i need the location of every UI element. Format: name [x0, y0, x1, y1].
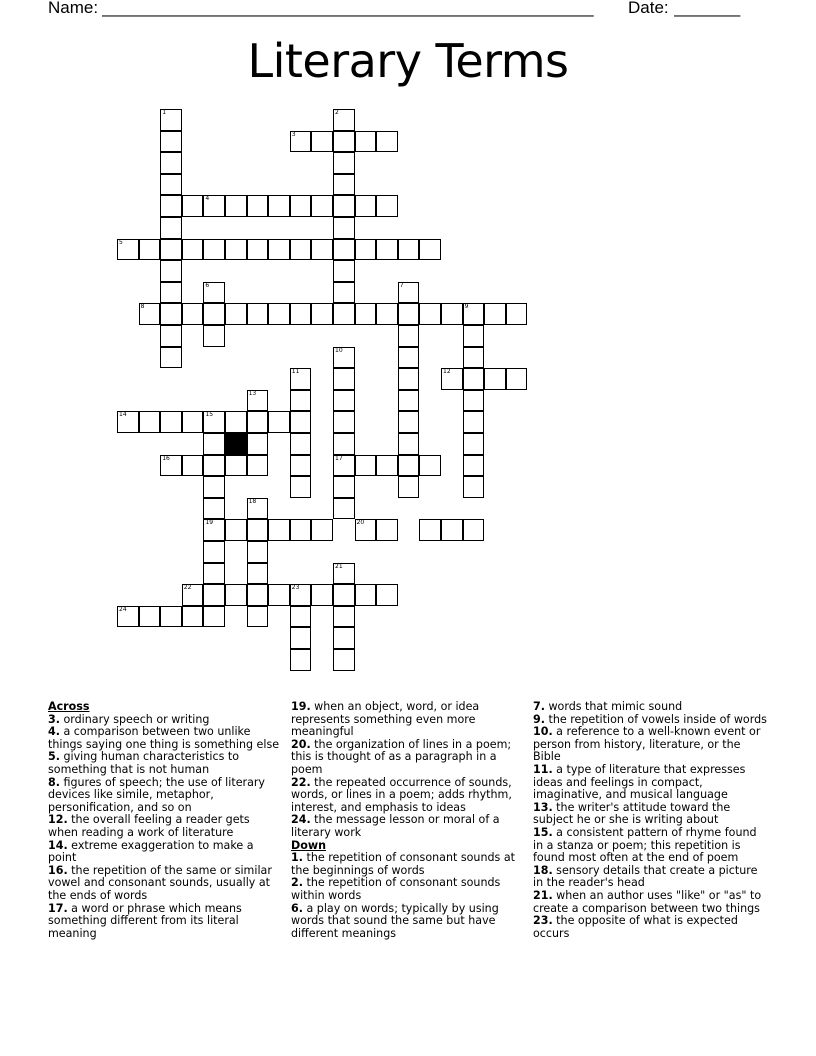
grid-cell[interactable]	[203, 541, 225, 563]
clue-item-number: 23.	[533, 914, 553, 928]
clue-number: 19	[205, 519, 214, 527]
grid-cell[interactable]	[225, 584, 247, 606]
clues-column-2	[291, 701, 526, 940]
clue-item	[48, 865, 283, 903]
clue-item-text: a play on words; typically by using words that sound the same but have different meanings	[291, 901, 499, 940]
clue-item-text: the repetition of the same or similar vowel and consonant sounds, usually at the ends of words	[48, 863, 272, 902]
clue-item-text: when an object, word, or idea represents something even more meaningful	[291, 700, 480, 739]
grid-cell[interactable]	[247, 541, 269, 563]
grid-cell[interactable]	[247, 411, 269, 433]
grid-cell[interactable]	[398, 239, 420, 261]
grid-cell[interactable]	[290, 584, 312, 606]
clue-number: 23	[291, 584, 300, 592]
clue-item	[48, 903, 283, 941]
across-clue-list-continued	[291, 701, 526, 840]
clue-item	[533, 865, 768, 890]
clue-number: 17	[335, 454, 343, 462]
grid-cell[interactable]	[182, 195, 204, 217]
grid-cell[interactable]	[290, 195, 312, 217]
grid-cell[interactable]	[398, 347, 420, 369]
clue-item-number: 3.	[48, 712, 60, 726]
clue-item	[48, 751, 283, 776]
grid-cell[interactable]	[333, 303, 355, 325]
grid-cell[interactable]	[139, 239, 161, 261]
grid-cell[interactable]	[268, 195, 290, 217]
grid-cell[interactable]	[398, 476, 420, 498]
grid-cell[interactable]	[376, 131, 398, 153]
grid-cell[interactable]	[247, 519, 269, 541]
across-clue-list	[48, 714, 283, 941]
clues-column-1	[48, 701, 283, 940]
grid-cell[interactable]	[419, 303, 441, 325]
grid-cell[interactable]	[376, 519, 398, 541]
grid-cell[interactable]	[290, 519, 312, 541]
grid-cell[interactable]	[182, 411, 204, 433]
grid-cell[interactable]	[160, 109, 182, 131]
grid-cell[interactable]	[290, 433, 312, 455]
grid-cell[interactable]	[463, 411, 485, 433]
clue-item-text: the repeated occurrence of sounds, words, or lines in a poem; adds rhythm, interest, and emphasis to ideas	[291, 775, 512, 814]
grid-cell[interactable]	[398, 411, 420, 433]
clue-item	[533, 802, 768, 827]
grid-cell[interactable]	[203, 239, 225, 261]
clue-item	[291, 701, 526, 739]
grid-cell[interactable]	[463, 476, 485, 498]
grid-cell[interactable]	[333, 606, 355, 628]
clue-number: 15	[205, 411, 214, 419]
grid-cell[interactable]	[419, 455, 441, 477]
grid-cell[interactable]	[247, 390, 269, 412]
clue-item-text: the repetition of vowels inside of words	[544, 712, 767, 726]
clue-number: 24	[119, 605, 127, 613]
grid-cell[interactable]	[247, 498, 269, 520]
grid-cell[interactable]	[333, 174, 355, 196]
clue-item	[291, 903, 526, 941]
grid-cell[interactable]	[247, 195, 269, 217]
grid-cell[interactable]	[225, 195, 247, 217]
clue-number: 10	[335, 346, 343, 354]
grid-cell[interactable]	[311, 239, 333, 261]
grid-cell[interactable]	[463, 455, 485, 477]
grid-cell[interactable]	[182, 606, 204, 628]
clue-number: 6	[205, 281, 210, 289]
grid-cell[interactable]	[160, 455, 182, 477]
grid-cell[interactable]	[290, 239, 312, 261]
grid-cell[interactable]	[290, 390, 312, 412]
across-heading: Across	[48, 700, 90, 713]
grid-cell[interactable]	[160, 303, 182, 325]
clue-item-number: 5.	[48, 750, 60, 764]
clue-number: 4	[205, 195, 210, 203]
clue-number: 11	[291, 368, 300, 376]
clue-item-number: 6.	[291, 901, 303, 915]
grid-cell[interactable]	[333, 217, 355, 239]
grid-cell[interactable]	[311, 303, 333, 325]
clue-item-number: 17.	[48, 901, 68, 915]
grid-cell[interactable]	[463, 325, 485, 347]
grid-cell[interactable]	[225, 455, 247, 477]
clue-item-text: a type of literature that expresses ideas and feelings in compact, imaginative, and musical language	[533, 762, 746, 802]
clue-item-number: 20.	[291, 737, 311, 751]
grid-cell[interactable]	[268, 303, 290, 325]
grid-cell[interactable]	[203, 195, 225, 217]
clue-number: 20	[356, 519, 365, 527]
grid-cell[interactable]	[355, 131, 377, 153]
grid-cell[interactable]	[333, 131, 355, 153]
page-title: Literary Terms	[247, 34, 569, 88]
grid-cell[interactable]	[398, 325, 420, 347]
grid-cell[interactable]	[203, 433, 225, 455]
grid-cell[interactable]	[160, 282, 182, 304]
grid-cell[interactable]	[160, 217, 182, 239]
grid-cell[interactable]	[333, 109, 355, 131]
grid-cell[interactable]	[225, 303, 247, 325]
grid-cell[interactable]	[398, 433, 420, 455]
grid-cell[interactable]	[506, 368, 528, 390]
clue-item-text: a reference to a well-known event or person from history, literature, or the Bible	[533, 725, 761, 764]
grid-cell[interactable]	[333, 649, 355, 671]
clue-item-text: a comparison between two unlike things saying one thing is something else	[48, 725, 280, 751]
down-heading: Down	[291, 838, 326, 852]
grid-cell[interactable]	[290, 455, 312, 477]
clue-item	[48, 840, 283, 865]
grid-cell[interactable]	[398, 455, 420, 477]
grid-cell[interactable]	[160, 325, 182, 347]
grid-cell[interactable]	[311, 519, 333, 541]
grid-cell[interactable]	[247, 563, 269, 585]
clue-item	[533, 764, 768, 802]
clue-number: 3	[291, 130, 296, 138]
grid-cell[interactable]	[160, 606, 182, 628]
clue-item-number: 15.	[533, 825, 553, 839]
grid-cell[interactable]	[182, 303, 204, 325]
clue-item	[291, 814, 526, 839]
grid-cell[interactable]	[398, 390, 420, 412]
grid-cell[interactable]	[247, 584, 269, 606]
clue-number: 8	[140, 303, 145, 311]
grid-cell[interactable]	[160, 411, 182, 433]
grid-cell[interactable]	[268, 239, 290, 261]
grid-cell[interactable]	[333, 195, 355, 217]
grid-cell[interactable]	[398, 368, 420, 390]
clue-item	[533, 827, 768, 865]
grid-cell[interactable]	[333, 563, 355, 585]
grid-cell[interactable]	[376, 303, 398, 325]
clue-item-number: 1.	[291, 851, 303, 865]
clue-number: 5	[119, 238, 123, 246]
grid-cell[interactable]	[290, 476, 312, 498]
grid-cell[interactable]	[247, 455, 269, 477]
grid-cell[interactable]	[247, 303, 269, 325]
grid-cell[interactable]	[441, 519, 463, 541]
clue-item	[291, 852, 526, 877]
grid-cell[interactable]	[333, 152, 355, 174]
grid-cell[interactable]	[160, 347, 182, 369]
grid-cell[interactable]	[311, 131, 333, 153]
grid-cell[interactable]	[355, 519, 377, 541]
date-line[interactable]: _______	[674, 0, 741, 17]
grid-cell[interactable]	[290, 368, 312, 390]
clue-item-text: words that mimic sound	[544, 700, 683, 713]
grid-cell[interactable]	[463, 368, 485, 390]
grid-cell[interactable]	[463, 390, 485, 412]
clue-item-text: the message lesson or moral of a literary work	[291, 813, 500, 839]
grid-cell[interactable]	[160, 152, 182, 174]
clue-item-number: 11.	[533, 762, 553, 776]
grid-cell[interactable]	[160, 174, 182, 196]
clue-item-text: the writer's attitude toward the subject he or she is writing about	[533, 800, 731, 827]
grid-cell[interactable]	[311, 195, 333, 217]
grid-cell[interactable]	[203, 455, 225, 477]
grid-cell[interactable]	[333, 498, 355, 520]
clue-number: 18	[248, 497, 257, 505]
clue-item-number: 13.	[533, 800, 553, 814]
grid-cell[interactable]	[117, 606, 139, 628]
grid-cell[interactable]	[117, 411, 139, 433]
grid-cell[interactable]	[484, 368, 506, 390]
clue-item-number: 16.	[48, 863, 68, 877]
grid-cell[interactable]	[463, 433, 485, 455]
grid-cell[interactable]	[203, 411, 225, 433]
clue-item-text: extreme exaggeration to make a point	[48, 838, 254, 865]
grid-cell[interactable]	[333, 584, 355, 606]
grid-cell[interactable]	[268, 584, 290, 606]
clue-item-text: the opposite of what is expected occurs	[533, 914, 738, 940]
clue-item-text: the repetition of consonant sounds at the beginnings of words	[291, 851, 515, 877]
grid-cell[interactable]	[203, 282, 225, 304]
clue-item	[48, 777, 283, 815]
clue-number: 13	[248, 389, 257, 397]
clue-number: 14	[119, 411, 127, 419]
grid-cell[interactable]	[290, 303, 312, 325]
grid-cell[interactable]	[333, 390, 355, 412]
grid-cell[interactable]	[290, 649, 312, 671]
grid-cell[interactable]	[203, 584, 225, 606]
grid-cell[interactable]	[419, 519, 441, 541]
grid-cell[interactable]	[182, 455, 204, 477]
grid-cell[interactable]	[333, 368, 355, 390]
grid-cell[interactable]	[333, 455, 355, 477]
clue-item-number: 2.	[291, 876, 303, 890]
grid-cell[interactable]	[419, 239, 441, 261]
grid-cell[interactable]	[506, 303, 528, 325]
clue-item-number: 9.	[533, 712, 545, 726]
grid-cell[interactable]	[333, 476, 355, 498]
clue-item-text: the repetition of consonant sounds within words	[291, 876, 501, 902]
down-clue-list-continued	[533, 701, 768, 940]
grid-cell[interactable]	[355, 195, 377, 217]
grid-cell[interactable]	[160, 260, 182, 282]
grid-cell[interactable]	[160, 239, 182, 261]
grid-cell[interactable]	[355, 239, 377, 261]
clue-item-text: the organization of lines in a poem; this is thought of as a paragraph in a poem	[291, 737, 512, 776]
clue-number: 22	[183, 584, 192, 592]
clue-item	[291, 877, 526, 902]
grid-cell[interactable]	[398, 303, 420, 325]
clue-item-number: 22.	[291, 775, 311, 789]
grid-cell[interactable]	[203, 476, 225, 498]
date-label: Date:	[628, 0, 669, 17]
grid-cell[interactable]	[376, 195, 398, 217]
grid-cell[interactable]	[268, 519, 290, 541]
grid-cell[interactable]	[225, 411, 247, 433]
clue-item-text: the overall feeling a reader gets when reading a work of literature	[48, 813, 250, 839]
grid-cell[interactable]	[203, 303, 225, 325]
grid-cell[interactable]	[225, 519, 247, 541]
grid-cell[interactable]	[203, 498, 225, 520]
clue-item-text: figures of speech; the use of literary devices like simile, metaphor, personification, and so on	[48, 775, 265, 814]
grid-cell[interactable]	[484, 303, 506, 325]
grid-cell[interactable]	[376, 584, 398, 606]
grid-cell[interactable]	[203, 519, 225, 541]
clue-item-text: a consistent pattern of rhyme found in a stanza or poem; this repetition is found most often at the end of poem	[533, 825, 757, 865]
grid-cell[interactable]	[311, 584, 333, 606]
grid-cell[interactable]	[355, 455, 377, 477]
grid-cell[interactable]	[290, 411, 312, 433]
grid-cell[interactable]	[441, 368, 463, 390]
clue-item	[533, 915, 768, 940]
grid-cell[interactable]	[290, 606, 312, 628]
grid-cell[interactable]	[139, 606, 161, 628]
clue-item-text: ordinary speech or writing	[59, 712, 210, 726]
clue-number: 2	[335, 109, 339, 116]
clue-item-number: 21.	[533, 888, 553, 902]
grid-cell[interactable]	[139, 303, 161, 325]
grid-cell[interactable]	[290, 627, 312, 649]
clue-item-text: a word or phrase which means something different from its literal meaning	[48, 901, 242, 940]
grid-cell[interactable]	[333, 411, 355, 433]
grid-cell[interactable]	[463, 519, 485, 541]
grid-cell[interactable]	[333, 260, 355, 282]
grid-cell[interactable]	[441, 303, 463, 325]
grid-cell[interactable]	[463, 347, 485, 369]
grid-cell[interactable]	[203, 325, 225, 347]
grid-cell[interactable]	[333, 627, 355, 649]
down-clue-list	[291, 852, 526, 940]
clue-item-number: 12.	[48, 813, 68, 827]
clue-number: 7	[399, 281, 404, 289]
grid-cell[interactable]	[182, 584, 204, 606]
clues-column-3	[533, 701, 768, 940]
grid-cell[interactable]	[355, 584, 377, 606]
grid-cell[interactable]	[160, 195, 182, 217]
clue-item	[48, 726, 283, 751]
clue-number: 12	[443, 368, 451, 376]
grid-cell[interactable]	[290, 131, 312, 153]
clue-item	[533, 726, 768, 764]
clue-item-number: 7.	[533, 700, 545, 713]
grid-cell[interactable]	[247, 606, 269, 628]
grid-cell[interactable]	[203, 563, 225, 585]
clue-item-text: giving human characteristics to something that is not human	[48, 750, 240, 776]
grid-cell[interactable]	[117, 239, 139, 261]
grid-cell[interactable]	[247, 239, 269, 261]
name-line[interactable]: ____________________________________________________	[102, 0, 594, 17]
clue-number: 1	[162, 109, 167, 116]
clue-item	[291, 777, 526, 815]
grid-block	[225, 433, 247, 455]
clue-number: 16	[162, 454, 170, 462]
clue-item-text: when an author uses "like" or "as" to create a comparison between two things	[533, 888, 762, 915]
grid-cell[interactable]	[376, 239, 398, 261]
grid-cell[interactable]	[463, 303, 485, 325]
grid-cell[interactable]	[225, 239, 247, 261]
grid-cell[interactable]	[139, 411, 161, 433]
grid-cell[interactable]	[333, 433, 355, 455]
clue-item-number: 19.	[291, 700, 311, 713]
clue-item-number: 10.	[533, 725, 553, 739]
grid-cell[interactable]	[203, 606, 225, 628]
clue-item	[291, 739, 526, 777]
grid-cell[interactable]	[376, 455, 398, 477]
clue-item-number: 18.	[533, 863, 553, 877]
grid-cell[interactable]	[398, 282, 420, 304]
clue-item-number: 4.	[48, 725, 60, 739]
clue-item-number: 14.	[48, 838, 68, 852]
name-label: Name:	[48, 0, 99, 17]
grid-cell[interactable]	[160, 131, 182, 153]
grid-cell[interactable]	[333, 282, 355, 304]
clue-number: 21	[335, 562, 343, 570]
clue-item-number: 8.	[48, 775, 60, 789]
grid-cell[interactable]	[355, 303, 377, 325]
clue-item-text: sensory details that create a picture in the reader's head	[533, 863, 758, 890]
grid-cell[interactable]	[182, 239, 204, 261]
grid-cell[interactable]	[268, 411, 290, 433]
clue-item	[533, 890, 768, 915]
grid-cell[interactable]	[333, 347, 355, 369]
clue-item	[48, 814, 283, 839]
clue-number: 9	[464, 303, 469, 311]
clue-item-number: 24.	[291, 813, 311, 827]
grid-cell[interactable]	[247, 433, 269, 455]
grid-cell[interactable]	[333, 239, 355, 261]
